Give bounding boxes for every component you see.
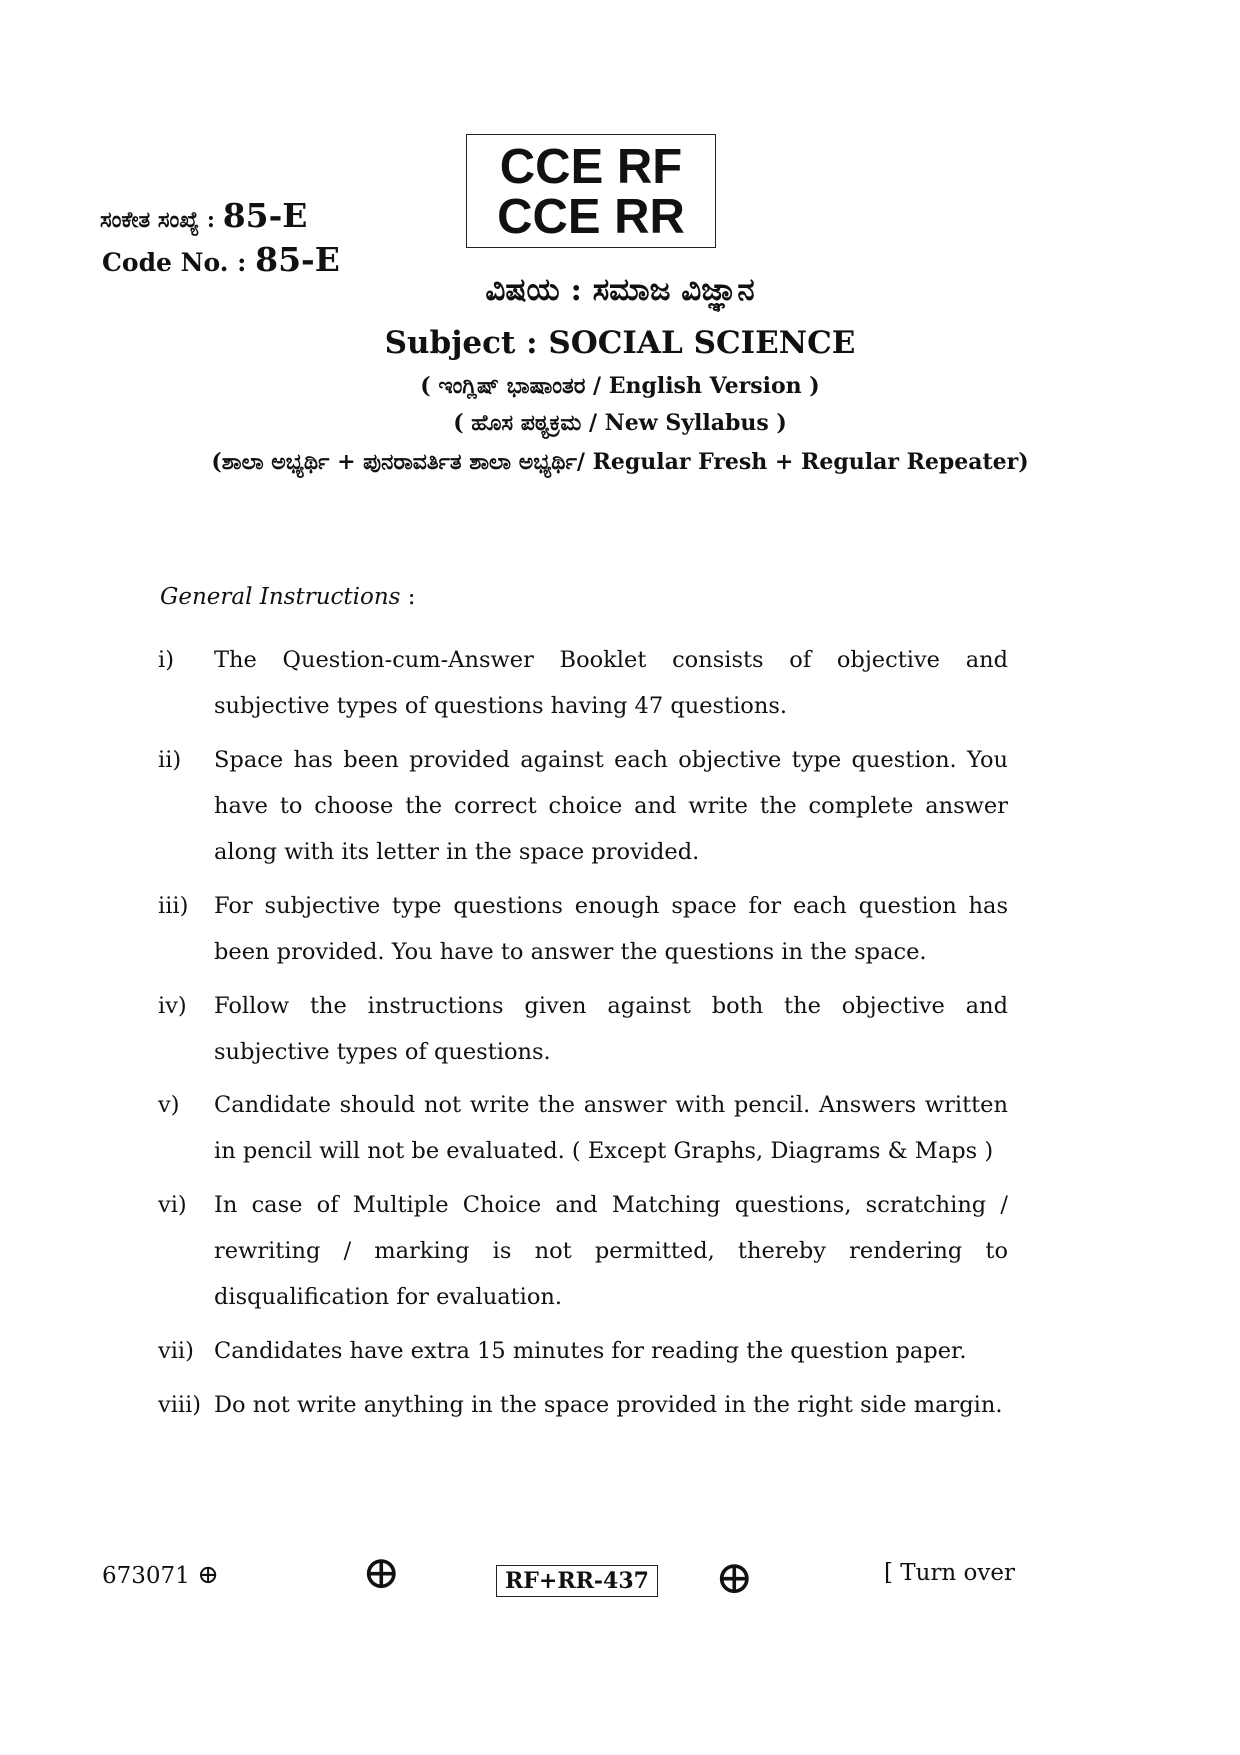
code-value-english: 85-E — [255, 240, 340, 279]
code-label-english: Code No. : — [102, 248, 247, 277]
exam-type-box — [466, 134, 716, 248]
instruction-item — [158, 1182, 1008, 1320]
instruction-text: Do not write anything in the space provided in the right side margin. — [214, 1392, 1003, 1418]
instruction-text: Candidate should not write the answer with pencil. Answers written in pencil will not be evaluated. ( Except Graphs, Diagrams & Maps ) — [214, 1092, 1008, 1164]
instruction-text: Space has been provided against each objective type question. You have to choose the correct choice and write the complete answer along with its letter in the space provided. — [214, 747, 1008, 865]
instruction-number: vii) — [158, 1338, 194, 1364]
exam-type-line-1: CCE RF — [499, 140, 683, 194]
candidate-category-line: (ಶಾಲಾ ಅಭ್ಯರ್ಥಿ + ಪುನರಾವರ್ತಿತ ಶಾಲಾ ಅಭ್ಯರ್ಥಿ/ Regular Fresh + Regular Repeater) — [211, 449, 1029, 475]
instruction-number: v) — [158, 1092, 180, 1118]
instruction-text: Follow the instructions given against both the objective and subjective types of questions. — [214, 993, 1008, 1065]
instruction-text: In case of Multiple Choice and Matching questions, scratching / rewriting / marking is not permitted, thereby rendering to disqualification for evaluation. — [214, 1192, 1008, 1310]
instruction-number: vi) — [158, 1192, 187, 1218]
registration-mark-icon: ⊕ — [197, 1560, 219, 1590]
instruction-number: viii) — [158, 1392, 202, 1418]
general-instructions-heading: General Instructions : — [160, 584, 416, 610]
subject-english: Subject : SOCIAL SCIENCE — [384, 325, 856, 361]
code-value-kannada: 85-E — [222, 196, 308, 235]
instruction-item — [158, 983, 1008, 1075]
registration-mark-icon: ⊕ — [362, 1545, 401, 1599]
instruction-item — [158, 1328, 1008, 1374]
turn-over-note: [ Turn over — [884, 1560, 1016, 1586]
instruction-item — [158, 883, 1008, 975]
instruction-item — [158, 1382, 1008, 1428]
code-number-kannada — [100, 196, 307, 235]
instruction-number: iv) — [158, 993, 187, 1019]
registration-mark-icon: ⊕ — [715, 1550, 754, 1604]
instruction-number: i) — [158, 647, 174, 673]
instruction-text: Candidates have extra 15 minutes for reading the question paper. — [214, 1338, 967, 1364]
instruction-item — [158, 737, 1008, 875]
instruction-text: For subjective type questions enough space for each question has been provided. You have to answer the questions in the space. — [214, 893, 1008, 965]
paper-code-box: RF+RR-437 — [496, 1565, 658, 1597]
subject-kannada: ವಿಷಯ : ಸಮಾಜ ವಿಜ್ಞಾನ — [485, 272, 755, 308]
version-line: ( ಇಂಗ್ಲಿಷ್ ಭಾಷಾಂತರ / English Version ) — [420, 373, 820, 399]
syllabus-line: ( ಹೊಸ ಪಠ್ಯಕ್ರಮ / New Syllabus ) — [453, 410, 787, 436]
code-label-kannada: ಸಂಕೇತ ಸಂಖ್ಯೆ : — [100, 207, 216, 233]
footer-serial: 673071 ⊕ — [102, 1560, 219, 1590]
instruction-number: ii) — [158, 747, 182, 773]
instruction-number: iii) — [158, 893, 189, 919]
instruction-item — [158, 637, 1008, 729]
instruction-text: The Question-cum-Answer Booklet consists of objective and subjective types of questions having 47 questions. — [214, 647, 1008, 719]
exam-type-line-2: CCE RR — [497, 190, 685, 244]
instruction-item — [158, 1082, 1008, 1174]
